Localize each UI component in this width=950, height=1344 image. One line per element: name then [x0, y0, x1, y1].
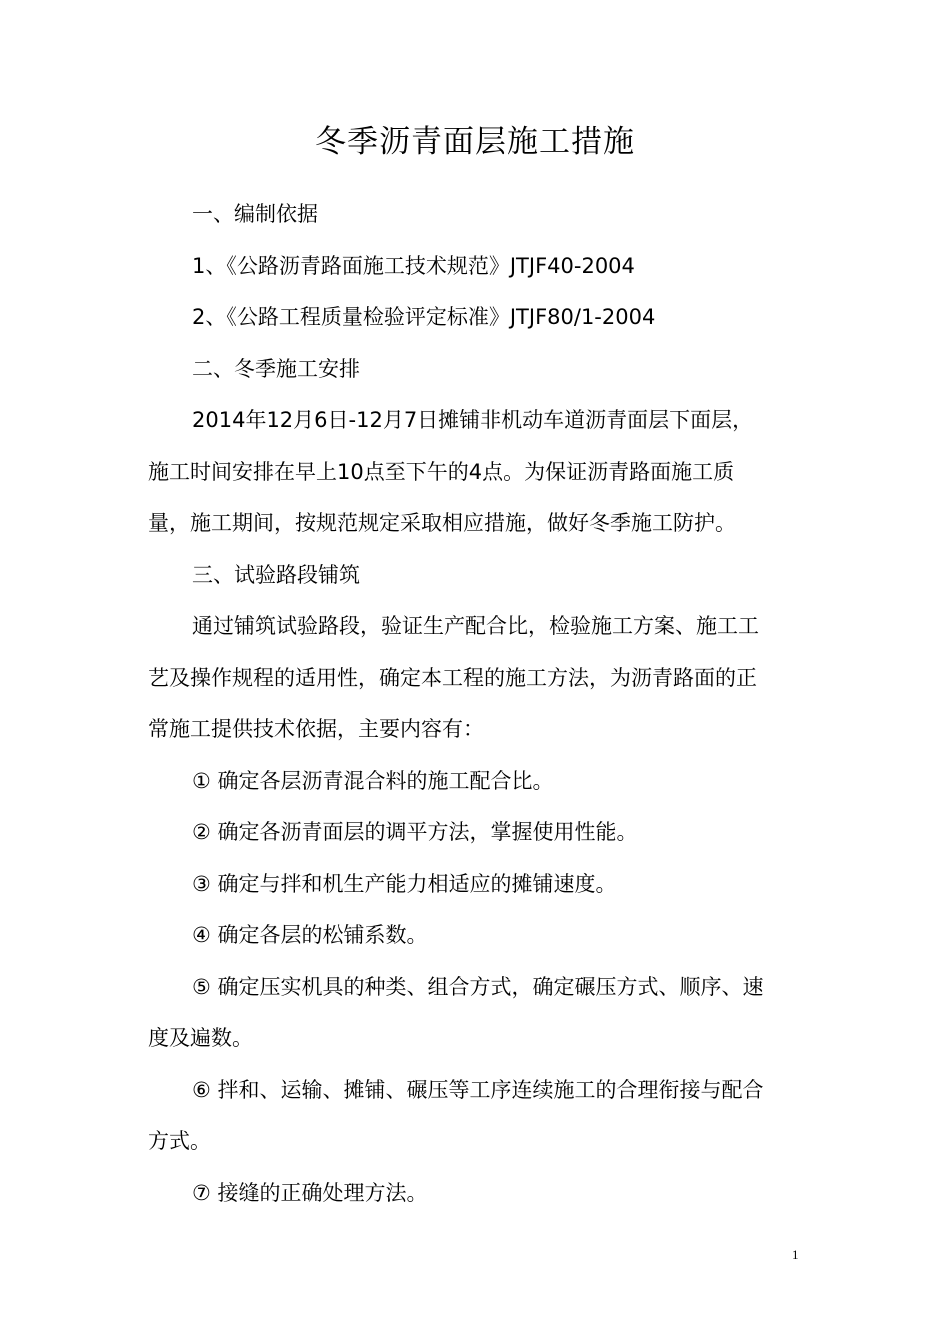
list-item: ① 确定各层沥青混合料的施工配合比。: [192, 769, 554, 793]
paragraph-line: 施工时间安排在早上10点至下午的4点。为保证沥青路面施工质: [148, 460, 735, 484]
list-item: ⑦ 接缝的正确处理方法。: [192, 1181, 428, 1205]
section-heading-3: 三、试验路段铺筑: [192, 563, 360, 587]
paragraph-line: 量，施工期间，按规范规定采取相应措施，做好冬季施工防护。: [148, 511, 736, 535]
document-title: 冬季沥青面层施工措施: [315, 124, 635, 160]
section-heading-2: 二、冬季施工安排: [192, 357, 360, 381]
list-item: ⑥ 拌和、运输、摊铺、碾压等工序连续施工的合理衔接与配合: [192, 1078, 764, 1102]
list-item-continuation: 方式。: [148, 1129, 211, 1153]
list-item: ③ 确定与拌和机生产能力相适应的摊铺速度。: [192, 872, 617, 896]
list-item: ④ 确定各层的松铺系数。: [192, 923, 428, 947]
list-item: ② 确定各沥青面层的调平方法，掌握使用性能。: [192, 820, 638, 844]
section-heading-1: 一、编制依据: [192, 202, 318, 226]
paragraph-line: 艺及操作规程的适用性，确定本工程的施工方法，为沥青路面的正: [148, 666, 757, 690]
reference-1: 1、《公路沥青路面施工技术规范》JTJF40-2004: [192, 254, 635, 278]
reference-2: 2、《公路工程质量检验评定标准》JTJF80/1-2004: [192, 305, 656, 329]
list-item: ⑤ 确定压实机具的种类、组合方式，确定碾压方式、顺序、速: [192, 975, 764, 999]
paragraph-line: 通过铺筑试验路段，验证生产配合比，检验施工方案、施工工: [192, 614, 759, 638]
paragraph-line: 2014年12月6日-12月7日摊铺非机动车道沥青面层下面层，: [192, 408, 754, 432]
list-item-continuation: 度及遍数。: [148, 1026, 253, 1050]
paragraph-line: 常施工提供技术依据，主要内容有：: [148, 717, 484, 741]
page-number: 1: [792, 1247, 799, 1262]
